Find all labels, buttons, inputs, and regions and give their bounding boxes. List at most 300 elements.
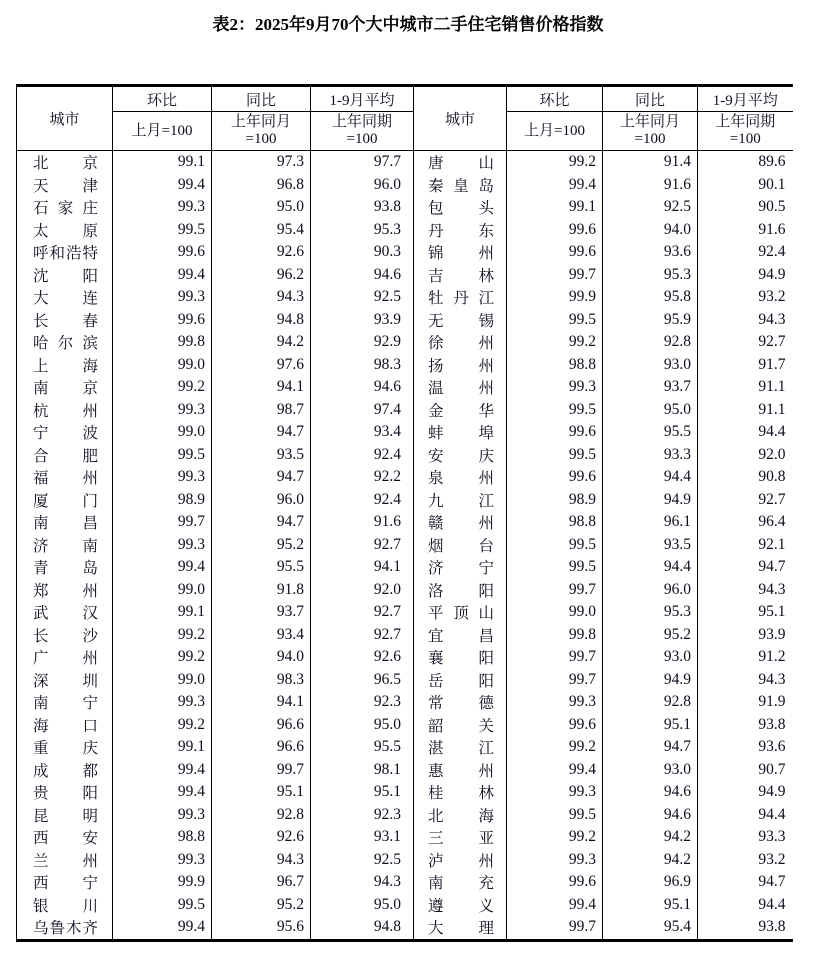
yoy-value-right: 95.9 xyxy=(603,309,698,332)
avg-value-left: 98.3 xyxy=(311,354,414,377)
city-name: 长沙 xyxy=(33,627,98,645)
avg-value-right: 92.4 xyxy=(758,243,786,261)
mom-value-left: 99.0 xyxy=(113,421,212,444)
yoy-value-left: 92.6 xyxy=(212,241,311,264)
mom-value-left: 99.3 xyxy=(113,286,212,309)
avg-value-right: 93.8 xyxy=(758,918,786,936)
city-cell-right xyxy=(414,489,507,512)
city-name: 北海 xyxy=(428,807,494,825)
table-row xyxy=(17,354,793,377)
mom-value-right: 99.5 xyxy=(507,556,603,579)
city-name: 无锡 xyxy=(428,312,494,330)
avg-value-right: 94.9 xyxy=(758,783,786,801)
avg-value-right: 94.9 xyxy=(758,265,786,283)
city-name: 海口 xyxy=(33,717,98,735)
yoy-value-left: 96.8 xyxy=(212,174,311,197)
city-cell-left xyxy=(17,196,113,219)
avg-value-left: 95.5 xyxy=(311,736,414,759)
table-header xyxy=(17,86,793,151)
city-cell-left xyxy=(17,736,113,759)
yoy-value-left: 94.3 xyxy=(212,286,311,309)
yoy-value-right: 96.0 xyxy=(603,579,698,602)
yoy-value-left: 93.5 xyxy=(212,444,311,467)
avg-value-left: 92.5 xyxy=(311,286,414,309)
city-name: 沈阳 xyxy=(33,267,98,285)
city-cell-left xyxy=(17,601,113,624)
avg-value-left: 92.5 xyxy=(311,849,414,872)
mom-value-right: 99.7 xyxy=(507,264,603,287)
city-cell-right xyxy=(414,219,507,242)
yoy-value-left: 94.8 xyxy=(212,309,311,332)
city-cell-left xyxy=(17,579,113,602)
city-cell-left xyxy=(17,871,113,894)
avg-value-left: 95.0 xyxy=(311,894,414,917)
mom-value-right: 99.6 xyxy=(507,219,603,242)
city-cell-right xyxy=(414,331,507,354)
avg-value-right: 91.6 xyxy=(758,220,786,238)
subheader-line: =100 xyxy=(729,131,761,147)
yoy-value-right: 92.8 xyxy=(603,331,698,354)
mom-value-left: 99.3 xyxy=(113,399,212,422)
mom-value-right: 99.0 xyxy=(507,601,603,624)
yoy-value-left: 95.0 xyxy=(212,196,311,219)
city-cell-left xyxy=(17,421,113,444)
mom-value-left: 99.2 xyxy=(113,624,212,647)
city-cell-left xyxy=(17,444,113,467)
yoy-value-left: 98.3 xyxy=(212,669,311,692)
city-name: 长春 xyxy=(33,312,98,330)
mom-value-left: 99.2 xyxy=(113,714,212,737)
avg-value-right: 93.6 xyxy=(758,738,786,756)
city-name: 青岛 xyxy=(33,560,98,578)
city-name: 赣州 xyxy=(428,515,494,533)
yoy-value-right: 95.0 xyxy=(603,399,698,422)
city-name: 郑州 xyxy=(33,582,98,600)
yoy-value-right: 94.6 xyxy=(603,804,698,827)
city-cell-left xyxy=(17,241,113,264)
price-index-table xyxy=(16,84,793,942)
subheader-yoy-right xyxy=(603,112,698,151)
city-cell-right xyxy=(414,646,507,669)
mom-value-right: 99.5 xyxy=(507,444,603,467)
city-cell-left xyxy=(17,376,113,399)
avg-value-left: 92.6 xyxy=(311,646,414,669)
city-name: 大理 xyxy=(428,920,494,938)
mom-value-left: 99.4 xyxy=(113,174,212,197)
avg-value-left: 93.8 xyxy=(311,196,414,219)
table-row xyxy=(17,534,793,557)
city-cell-left xyxy=(17,804,113,827)
city-cell-right xyxy=(414,871,507,894)
city-name: 广州 xyxy=(33,650,98,668)
yoy-value-left: 96.7 xyxy=(212,871,311,894)
yoy-value-left: 94.7 xyxy=(212,421,311,444)
city-name: 泉州 xyxy=(428,470,494,488)
table-row xyxy=(17,399,793,422)
avg-value-left: 95.3 xyxy=(311,219,414,242)
yoy-value-left: 93.7 xyxy=(212,601,311,624)
city-name: 昆明 xyxy=(33,807,98,825)
city-cell-right xyxy=(414,714,507,737)
city-name: 扬州 xyxy=(428,357,494,375)
table-row xyxy=(17,826,793,849)
city-cell-left xyxy=(17,646,113,669)
yoy-value-left: 96.0 xyxy=(212,489,311,512)
mom-value-left: 99.4 xyxy=(113,556,212,579)
city-name: 包头 xyxy=(428,200,494,218)
city-name: 常德 xyxy=(428,695,494,713)
yoy-value-right: 94.2 xyxy=(603,849,698,872)
yoy-value-left: 94.1 xyxy=(212,691,311,714)
city-name: 九江 xyxy=(428,492,494,510)
avg-value-left: 92.4 xyxy=(311,489,414,512)
mom-value-right: 99.5 xyxy=(507,534,603,557)
yoy-value-left: 93.4 xyxy=(212,624,311,647)
city-name: 南充 xyxy=(428,875,494,893)
yoy-value-left: 97.3 xyxy=(212,151,311,174)
table-row xyxy=(17,669,793,692)
yoy-value-right: 93.0 xyxy=(603,646,698,669)
yoy-value-left: 95.2 xyxy=(212,894,311,917)
avg-value-right: 91.7 xyxy=(758,355,786,373)
mom-value-right: 99.3 xyxy=(507,376,603,399)
table-row xyxy=(17,849,793,872)
city-name: 呼和浩特 xyxy=(33,245,98,263)
city-name: 杭州 xyxy=(33,402,98,420)
city-cell-right xyxy=(414,354,507,377)
table-row xyxy=(17,196,793,219)
yoy-value-left: 96.6 xyxy=(212,736,311,759)
avg-value-right: 93.9 xyxy=(758,625,786,643)
yoy-value-right: 93.3 xyxy=(603,444,698,467)
avg-value-right: 90.8 xyxy=(758,468,786,486)
mom-value-left: 99.6 xyxy=(113,241,212,264)
mom-value-left: 98.8 xyxy=(113,826,212,849)
avg-value-right: 95.1 xyxy=(758,603,786,621)
city-name: 合肥 xyxy=(33,447,98,465)
city-name: 石家庄 xyxy=(33,200,98,218)
yoy-value-right: 93.5 xyxy=(603,534,698,557)
mom-value-left: 99.1 xyxy=(113,736,212,759)
mom-value-right: 99.9 xyxy=(507,286,603,309)
subheader-line: =100 xyxy=(346,131,378,147)
avg-value-left: 92.0 xyxy=(311,579,414,602)
city-name: 成都 xyxy=(33,762,98,780)
city-name: 宜昌 xyxy=(428,627,494,645)
table-row xyxy=(17,781,793,804)
city-cell-right xyxy=(414,309,507,332)
city-name: 厦门 xyxy=(33,492,98,510)
table-row xyxy=(17,556,793,579)
avg-value-left: 92.2 xyxy=(311,466,414,489)
table-row xyxy=(17,691,793,714)
city-cell-right xyxy=(414,759,507,782)
city-name: 徐州 xyxy=(428,335,494,353)
mom-value-left: 99.4 xyxy=(113,916,212,940)
city-name: 济南 xyxy=(33,537,98,555)
avg-value-left: 94.3 xyxy=(311,871,414,894)
table-row xyxy=(17,421,793,444)
avg-value-left: 93.1 xyxy=(311,826,414,849)
mom-value-right: 99.6 xyxy=(507,871,603,894)
city-name: 韶关 xyxy=(428,717,494,735)
yoy-value-right: 96.1 xyxy=(603,511,698,534)
yoy-value-right: 95.1 xyxy=(603,714,698,737)
mom-value-right: 99.1 xyxy=(507,196,603,219)
yoy-value-right: 92.8 xyxy=(603,691,698,714)
mom-value-right: 99.3 xyxy=(507,781,603,804)
city-name: 武汉 xyxy=(33,605,98,623)
avg-value-right: 94.4 xyxy=(758,805,786,823)
yoy-value-right: 94.2 xyxy=(603,826,698,849)
city-cell-left xyxy=(17,286,113,309)
yoy-value-right: 93.0 xyxy=(603,354,698,377)
city-cell-left xyxy=(17,849,113,872)
yoy-value-left: 94.7 xyxy=(212,466,311,489)
city-name: 三亚 xyxy=(428,830,494,848)
mom-value-left: 99.3 xyxy=(113,196,212,219)
yoy-value-left: 91.8 xyxy=(212,579,311,602)
yoy-value-left: 95.4 xyxy=(212,219,311,242)
table-row xyxy=(17,309,793,332)
city-name: 哈尔滨 xyxy=(33,335,98,353)
mom-value-left: 99.7 xyxy=(113,511,212,534)
city-cell-left xyxy=(17,399,113,422)
city-cell-left xyxy=(17,781,113,804)
mom-value-left: 99.4 xyxy=(113,264,212,287)
city-name: 安庆 xyxy=(428,447,494,465)
avg-value-right: 96.4 xyxy=(758,513,786,531)
table-row xyxy=(17,489,793,512)
yoy-value-left: 96.6 xyxy=(212,714,311,737)
subheader-mom-left xyxy=(113,112,212,151)
yoy-value-left: 94.2 xyxy=(212,331,311,354)
table-row xyxy=(17,714,793,737)
avg-value-left: 98.1 xyxy=(311,759,414,782)
city-name: 西安 xyxy=(33,830,98,848)
city-cell-left xyxy=(17,219,113,242)
mom-value-left: 99.9 xyxy=(113,871,212,894)
mom-value-right: 99.5 xyxy=(507,399,603,422)
subheader-avg-left xyxy=(311,112,414,151)
mom-value-right: 99.2 xyxy=(507,331,603,354)
mom-value-left: 99.8 xyxy=(113,331,212,354)
mom-value-right: 99.5 xyxy=(507,309,603,332)
avg-value-left: 96.0 xyxy=(311,174,414,197)
yoy-value-left: 95.5 xyxy=(212,556,311,579)
avg-value-left: 96.5 xyxy=(311,669,414,692)
city-cell-right xyxy=(414,669,507,692)
avg-value-right: 94.7 xyxy=(758,873,786,891)
table-row xyxy=(17,646,793,669)
subheader-mom-right xyxy=(507,112,603,151)
mom-value-right: 99.4 xyxy=(507,894,603,917)
avg-value-left: 94.1 xyxy=(311,556,414,579)
avg-value-left: 97.4 xyxy=(311,399,414,422)
table-row xyxy=(17,871,793,894)
table-row xyxy=(17,331,793,354)
mom-value-right: 99.7 xyxy=(507,579,603,602)
city-name: 吉林 xyxy=(428,267,494,285)
col-header-yoy-left: 同比 xyxy=(212,86,311,112)
avg-value-right: 91.2 xyxy=(758,648,786,666)
city-cell-left xyxy=(17,691,113,714)
city-name: 深圳 xyxy=(33,672,98,690)
mom-value-left: 99.6 xyxy=(113,309,212,332)
avg-value-right: 92.7 xyxy=(758,490,786,508)
yoy-value-right: 95.3 xyxy=(603,601,698,624)
table-row xyxy=(17,804,793,827)
city-name: 湛江 xyxy=(428,740,494,758)
avg-value-right: 94.3 xyxy=(758,310,786,328)
city-name: 大连 xyxy=(33,290,98,308)
city-cell-left xyxy=(17,759,113,782)
table-row xyxy=(17,174,793,197)
city-cell-right xyxy=(414,151,507,174)
mom-value-left: 98.9 xyxy=(113,489,212,512)
city-name: 太原 xyxy=(33,222,98,240)
city-cell-right xyxy=(414,264,507,287)
city-cell-right xyxy=(414,601,507,624)
mom-value-right: 99.3 xyxy=(507,849,603,872)
yoy-value-right: 95.5 xyxy=(603,421,698,444)
mom-value-right: 98.8 xyxy=(507,511,603,534)
mom-value-right: 99.6 xyxy=(507,466,603,489)
mom-value-left: 99.5 xyxy=(113,444,212,467)
yoy-value-left: 94.0 xyxy=(212,646,311,669)
avg-value-right: 91.1 xyxy=(758,400,786,418)
avg-value-right: 94.4 xyxy=(758,895,786,913)
table-row xyxy=(17,286,793,309)
city-name: 兰州 xyxy=(33,852,98,870)
yoy-value-right: 94.7 xyxy=(603,736,698,759)
avg-value-left: 92.9 xyxy=(311,331,414,354)
yoy-value-left: 94.3 xyxy=(212,849,311,872)
mom-value-left: 99.5 xyxy=(113,219,212,242)
city-name: 天津 xyxy=(33,177,98,195)
col-header-mom-left: 环比 xyxy=(113,86,212,112)
city-name: 洛阳 xyxy=(428,582,494,600)
city-name: 遵义 xyxy=(428,897,494,915)
avg-value-right: 94.3 xyxy=(758,670,786,688)
city-cell-right xyxy=(414,736,507,759)
avg-value-left: 94.6 xyxy=(311,264,414,287)
page-title: 表2：2025年9月70个大中城市二手住宅销售价格指数 xyxy=(212,15,604,34)
avg-value-left: 90.3 xyxy=(311,241,414,264)
city-cell-right xyxy=(414,534,507,557)
city-name: 襄阳 xyxy=(428,650,494,668)
mom-value-left: 99.2 xyxy=(113,646,212,669)
col-header-city-right: 城市 xyxy=(414,86,507,151)
city-cell-right xyxy=(414,421,507,444)
mom-value-right: 99.7 xyxy=(507,646,603,669)
mom-value-right: 99.6 xyxy=(507,714,603,737)
subheader-line: 上年同月 xyxy=(619,114,680,130)
yoy-value-right: 93.7 xyxy=(603,376,698,399)
yoy-value-right: 95.4 xyxy=(603,916,698,940)
city-cell-right xyxy=(414,511,507,534)
subheader-line: 上年同期 xyxy=(715,114,776,130)
table-row xyxy=(17,376,793,399)
city-cell-left xyxy=(17,174,113,197)
yoy-value-right: 94.4 xyxy=(603,556,698,579)
avg-value-left: 92.7 xyxy=(311,534,414,557)
table-row xyxy=(17,264,793,287)
city-cell-left xyxy=(17,466,113,489)
yoy-value-right: 93.6 xyxy=(603,241,698,264)
avg-value-right: 93.8 xyxy=(758,715,786,733)
mom-value-right: 99.2 xyxy=(507,736,603,759)
city-cell-left xyxy=(17,556,113,579)
city-cell-left xyxy=(17,714,113,737)
yoy-value-right: 94.6 xyxy=(603,781,698,804)
avg-value-left: 95.1 xyxy=(311,781,414,804)
avg-value-right: 92.1 xyxy=(758,535,786,553)
table-row xyxy=(17,759,793,782)
subheader-yoy-left xyxy=(212,112,311,151)
mom-value-right: 99.8 xyxy=(507,624,603,647)
yoy-value-right: 93.0 xyxy=(603,759,698,782)
yoy-value-right: 95.8 xyxy=(603,286,698,309)
yoy-value-left: 95.6 xyxy=(212,916,311,940)
avg-value-left: 93.4 xyxy=(311,421,414,444)
avg-value-left: 91.6 xyxy=(311,511,414,534)
avg-value-right: 93.3 xyxy=(758,828,786,846)
city-name: 贵阳 xyxy=(33,785,98,803)
col-header-yoy-right: 同比 xyxy=(603,86,698,112)
city-cell-left xyxy=(17,624,113,647)
city-cell-right xyxy=(414,804,507,827)
mom-value-left: 99.1 xyxy=(113,151,212,174)
city-name: 秦皇岛 xyxy=(428,177,494,195)
city-cell-right xyxy=(414,849,507,872)
city-cell-right xyxy=(414,399,507,422)
city-cell-left xyxy=(17,309,113,332)
city-cell-left xyxy=(17,151,113,174)
avg-value-right: 94.7 xyxy=(758,558,786,576)
yoy-value-right: 91.4 xyxy=(603,151,698,174)
city-cell-right xyxy=(414,174,507,197)
city-name: 西宁 xyxy=(33,875,98,893)
city-cell-right xyxy=(414,624,507,647)
mom-value-left: 99.5 xyxy=(113,894,212,917)
yoy-value-left: 96.2 xyxy=(212,264,311,287)
city-cell-left xyxy=(17,916,113,940)
mom-value-left: 99.2 xyxy=(113,376,212,399)
avg-value-right: 92.0 xyxy=(758,445,786,463)
subheader-line: 上月=100 xyxy=(131,122,193,139)
avg-value-left: 94.8 xyxy=(311,916,414,940)
table-row xyxy=(17,736,793,759)
mom-value-left: 99.4 xyxy=(113,759,212,782)
table-row xyxy=(17,624,793,647)
avg-value-right: 89.6 xyxy=(758,153,786,171)
mom-value-left: 99.3 xyxy=(113,691,212,714)
yoy-value-right: 94.9 xyxy=(603,669,698,692)
col-header-city-left: 城市 xyxy=(17,86,113,151)
city-name: 烟台 xyxy=(428,537,494,555)
city-cell-right xyxy=(414,691,507,714)
subheader-line: 上年同月 xyxy=(230,114,291,130)
city-name: 南昌 xyxy=(33,515,98,533)
table-row xyxy=(17,601,793,624)
city-name: 金华 xyxy=(428,402,494,420)
city-name: 上海 xyxy=(33,357,98,375)
yoy-value-left: 99.7 xyxy=(212,759,311,782)
avg-value-right: 90.1 xyxy=(758,175,786,193)
avg-value-right: 92.7 xyxy=(758,333,786,351)
subheader-line: =100 xyxy=(245,131,277,147)
